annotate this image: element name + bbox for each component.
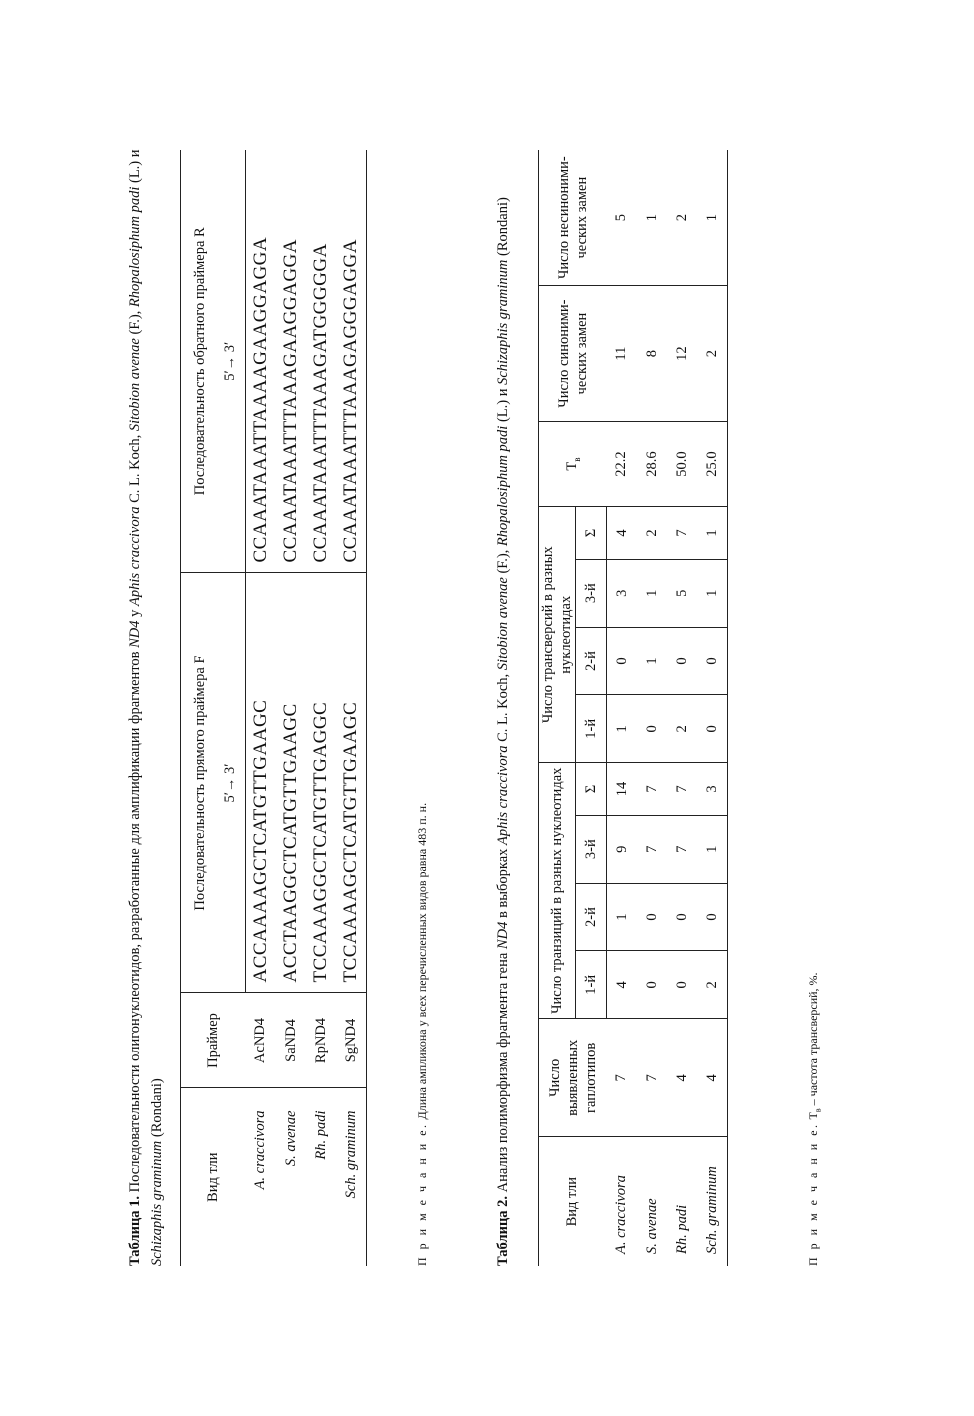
t2-syn: 8: [637, 286, 667, 422]
t2-ts1: 0: [637, 951, 667, 1019]
t2-haplotypes: 7: [637, 1019, 667, 1137]
t2-tss: 14: [607, 763, 638, 816]
t1-species: A. craccivora: [252, 1110, 269, 1190]
t2-nonsyn: 1: [697, 150, 728, 286]
t2-syn: 11: [607, 286, 638, 422]
t1-species: Sch. graminum: [336, 1088, 367, 1266]
t2-header-nonsynonymous: Число несиноними-ческих замен: [539, 150, 607, 286]
t2-row: [637, 150, 667, 1266]
t2-species: Sch. graminum: [697, 1137, 728, 1266]
t2-species: S. avenae: [643, 1198, 660, 1254]
t1-forward: TCCAAAAGCTCATGTTGAAGC: [336, 573, 367, 993]
table1: [180, 150, 367, 1266]
t2-nonsyn: 2: [667, 150, 697, 286]
t2-ts-sum: Σ: [576, 763, 607, 816]
t2-tv2: 0: [667, 627, 697, 695]
t2-haplotypes: 7: [607, 1019, 638, 1137]
t2-row: [607, 150, 638, 1266]
t2-syn: 12: [667, 286, 697, 422]
t2-tv: 28.6: [637, 421, 667, 506]
t1-species: S. avenae: [282, 1110, 299, 1167]
t2-tv2: 0: [607, 627, 638, 695]
t2-tvs: 7: [667, 507, 697, 560]
t2-ts-pos1: 1-й: [576, 951, 607, 1019]
t1-primer: SaND4: [276, 993, 306, 1088]
t1-row: [306, 150, 336, 1266]
t1-row: [336, 150, 367, 1266]
t1-row: [246, 150, 277, 1266]
t2-header-synonymous: Число синоними-ческих замен: [539, 286, 607, 422]
t2-nonsyn: 1: [637, 150, 667, 286]
t2-ts3: 1: [697, 815, 728, 883]
t2-ts1: 4: [607, 951, 638, 1019]
t2-haplotypes: 4: [667, 1019, 697, 1137]
t2-syn: 2: [697, 286, 728, 422]
t2-header-transversions: Число трансверсий в разных нуклеотидах: [539, 507, 576, 763]
t2-ts2: 1: [607, 883, 638, 951]
t2-ts-pos2: 2-й: [576, 883, 607, 951]
t2-tv2: 0: [697, 627, 728, 695]
t2-tv2: 1: [637, 627, 667, 695]
t1-forward: TCCAAAGGCTCATGTTGAGGC: [306, 573, 336, 993]
table1-note: П р и м е ч а н и е. Длина ампликона у всех перечисленных видов равна 483 п. н.: [415, 802, 429, 1266]
t2-ts2: 0: [697, 883, 728, 951]
t2-row: [697, 150, 728, 1266]
t2-tv: 25.0: [697, 421, 728, 506]
t2-ts1: 2: [697, 951, 728, 1019]
t2-header-haplotypes: Число выявленных гаплотипов: [539, 1019, 607, 1137]
t2-tv-sum: Σ: [576, 507, 607, 560]
t2-tss: 7: [667, 763, 697, 816]
t1-header-species: Вид тли: [181, 1088, 246, 1266]
t1-forward: ACCAAAAGCTCATGTTGAAGC: [246, 573, 277, 993]
t1-forward: ACCTAAGGCTCATGTTGAAGC: [276, 573, 306, 993]
table2-label: Таблица 2.: [495, 1195, 511, 1266]
t1-header-reverse: Последовательность обратного праймера R: [181, 150, 216, 573]
t2-ts2: 0: [637, 883, 667, 951]
t2-tv: 50.0: [667, 421, 697, 506]
t2-tv1: 2: [667, 695, 697, 763]
t2-tvs: 1: [697, 507, 728, 560]
t2-species: A. craccivora: [613, 1175, 630, 1254]
t1-reverse: CCAAATAAATTTAAAGAAGGAGGA: [276, 150, 306, 573]
t2-tvs: 4: [607, 507, 638, 560]
t2-ts2: 0: [667, 883, 697, 951]
t2-nonsyn: 5: [607, 150, 638, 286]
t2-ts3: 7: [637, 815, 667, 883]
t1-primer: RpND4: [306, 993, 336, 1088]
t1-reverse: CCAAATAAATTAAAAGAAGGAGGA: [246, 150, 277, 573]
t1-header-forward-dir: 5′→ 3′: [215, 573, 246, 993]
t1-primer: SgND4: [336, 993, 367, 1088]
t2-tv1: 0: [697, 695, 728, 763]
t2-haplotypes: 4: [697, 1019, 728, 1137]
table2-note: П р и м е ч а н и е. $T_в$ – частота трансверсий, %.: [806, 972, 823, 1266]
t2-tv-pos2: 2-й: [576, 627, 607, 695]
t2-header-transitions: Число транзиций в разных нуклеотидах: [539, 763, 576, 1019]
t2-tv3: 5: [667, 559, 697, 627]
t2-tv-pos1: 1-й: [576, 695, 607, 763]
t2-tvs: 2: [637, 507, 667, 560]
t1-species: Rh. padi: [312, 1110, 329, 1160]
t2-header-species: Вид тли: [539, 1137, 607, 1266]
table1-label: Таблица 1.: [127, 1195, 143, 1266]
t2-ts1: 0: [667, 951, 697, 1019]
table2: [538, 150, 728, 1266]
t2-tv: 22.2: [607, 421, 638, 506]
t1-header-primer: Праймер: [181, 993, 246, 1088]
t2-tv3: 1: [637, 559, 667, 627]
t2-tv1: 1: [607, 695, 638, 763]
t2-header-tv: $T_в$: [539, 421, 607, 506]
t1-reverse: CCAAATAAATTTAAAGATGGGGGA: [306, 150, 336, 573]
t2-ts-pos3: 3-й: [576, 815, 607, 883]
t2-tv3: 3: [607, 559, 638, 627]
t2-species: Rh. padi: [673, 1204, 690, 1254]
t1-reverse: CCAAATAAATTTAAAGAGGGAGGA: [336, 150, 367, 573]
t2-ts3: 9: [607, 815, 638, 883]
table2-caption: Таблица 2. Анализ полиморфизма фрагмента гена ND4 в выборках Aphis craccivora C. L. Koch, Sitobion avenae (F.), Rhopalosiphum padi (L.) и Schizaphis graminum (Rondani): [495, 197, 511, 1266]
t2-ts3: 7: [667, 815, 697, 883]
t2-row: [667, 150, 697, 1266]
t1-header-forward: Последовательность прямого праймера F: [181, 573, 216, 993]
t2-tv-pos3: 3-й: [576, 559, 607, 627]
t2-tv1: 0: [637, 695, 667, 763]
t2-tss: 3: [697, 763, 728, 816]
t1-primer: AcND4: [246, 993, 277, 1088]
t2-tss: 7: [637, 763, 667, 816]
t1-row: [276, 150, 306, 1266]
table1-caption: Таблица 1. Последовательности олигонуклеотидов, разработанные для амплификации фрагментов ND4 у Aphis craccivora C. L. Koch, Sitobion avenae (F.), Rhopalosiphum padi (L.) и Schizaphis graminum (Rondani): [127, 149, 165, 1266]
t1-header-reverse-dir: 5′→ 3′: [215, 150, 246, 573]
t2-tv3: 1: [697, 559, 728, 627]
